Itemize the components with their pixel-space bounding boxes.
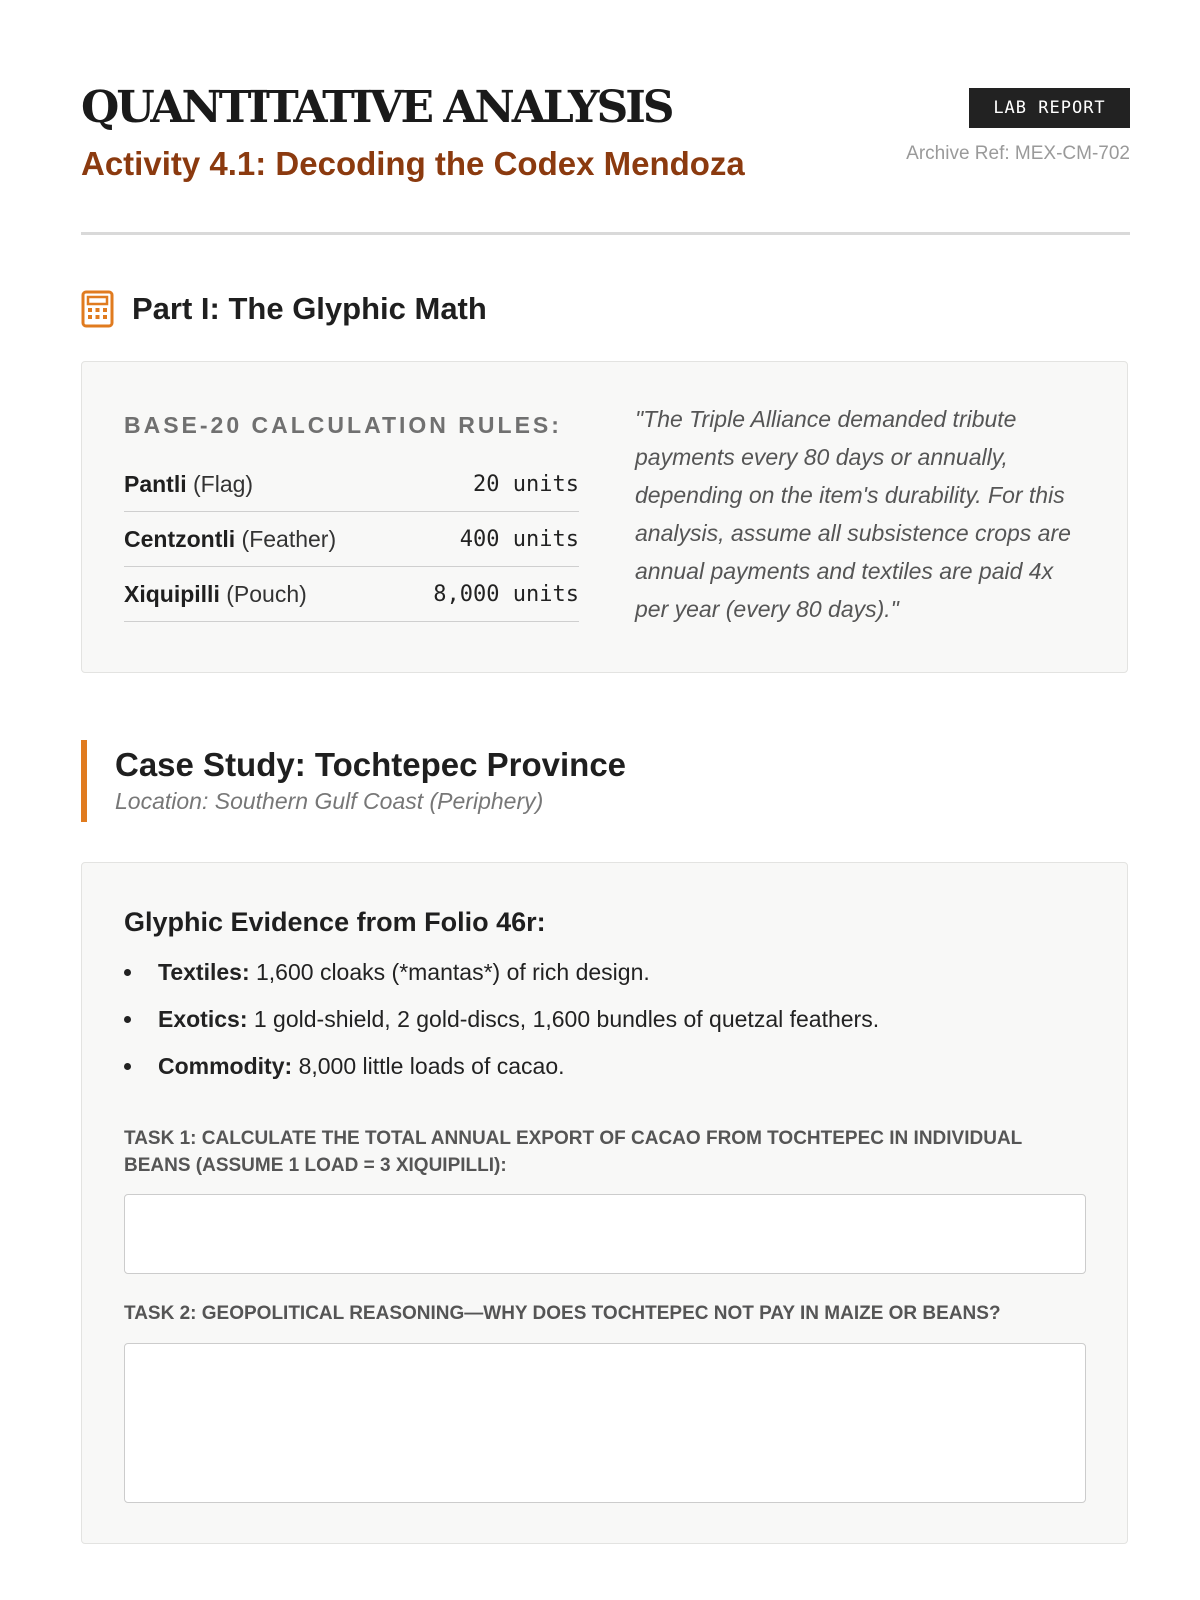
rule-gloss: (Flag) <box>193 470 254 497</box>
report-header <box>81 0 1130 235</box>
calculator-icon <box>81 290 114 328</box>
rule-gloss: (Feather) <box>241 525 337 552</box>
evidence-panel <box>81 862 1128 1544</box>
rules-caption: BASE-20 CALCULATION RULES: <box>124 412 562 438</box>
task1-label: TASK 1: CALCULATE THE TOTAL ANNUAL EXPORT OF CACAO FROM TOCHTEPEC IN INDIVIDUAL BEANS (ASSUME 1 LOAD = 3 XIQUIPILLI): <box>124 1128 1022 1176</box>
evidence-label: Exotics: <box>158 1006 248 1032</box>
rule-row-centzontli <box>124 512 579 567</box>
rule-value: 8,000 units <box>433 581 579 607</box>
evidence-title: Glyphic Evidence from Folio 46r: <box>124 907 546 937</box>
evidence-text: 1 gold-shield, 2 gold-discs, 1,600 bundles of quetzal feathers. <box>253 1006 880 1032</box>
lab-report-badge: LAB REPORT <box>969 88 1130 128</box>
evidence-label: Commodity: <box>158 1053 293 1079</box>
task2-label: TASK 2: GEOPOLITICAL REASONING—WHY DOES TOCHTEPEC NOT PAY IN MAIZE OR BEANS? <box>124 1303 1001 1324</box>
evidence-label: Textiles: <box>158 959 250 985</box>
part1-title: Part I: The Glyphic Math <box>132 291 487 326</box>
rule-gloss: (Pouch) <box>226 580 307 607</box>
case-study-location: Location: Southern Gulf Coast (Periphery) <box>115 788 544 814</box>
evidence-text: 8,000 little loads of cacao. <box>298 1053 565 1079</box>
case-study-title: Case Study: Tochtepec Province <box>115 746 627 783</box>
list-item <box>124 957 1084 1004</box>
rule-name: Xiquipilli <box>124 580 220 607</box>
main-title: QUANTITATIVE ANALYSIS <box>81 82 672 133</box>
task2-answer-field[interactable] <box>124 1343 1086 1503</box>
activity-subtitle: Activity 4.1: Decoding the Codex Mendoza <box>81 145 745 182</box>
rule-name: Centzontli <box>124 525 236 552</box>
case-study-header <box>81 740 626 822</box>
list-item <box>124 1051 1084 1098</box>
rules-table <box>124 412 579 622</box>
evidence-list <box>124 957 1084 1098</box>
part1-heading <box>81 289 487 329</box>
calculation-rules-panel <box>81 361 1128 673</box>
evidence-text: 1,600 cloaks (*mantas*) of rich design. <box>256 959 650 985</box>
rule-value: 400 units <box>459 526 579 552</box>
tribute-quote: "The Triple Alliance demanded tribute payments every 80 days or annually, depending on the item's durability. For this analysis, assume all subsistence crops are annual payments and textiles are paid 4x per year (every 80 days)." <box>635 406 1071 622</box>
rule-row-pantli <box>124 457 579 512</box>
rule-row-xiquipilli <box>124 567 579 622</box>
rule-value: 20 units <box>473 471 579 497</box>
rule-name: Pantli <box>124 470 187 497</box>
lab-report-page <box>81 0 1130 1324</box>
task1-answer-field[interactable] <box>124 1194 1086 1274</box>
list-item <box>124 1004 1084 1051</box>
archive-ref: Archive Ref: MEX-CM-702 <box>906 143 1130 164</box>
